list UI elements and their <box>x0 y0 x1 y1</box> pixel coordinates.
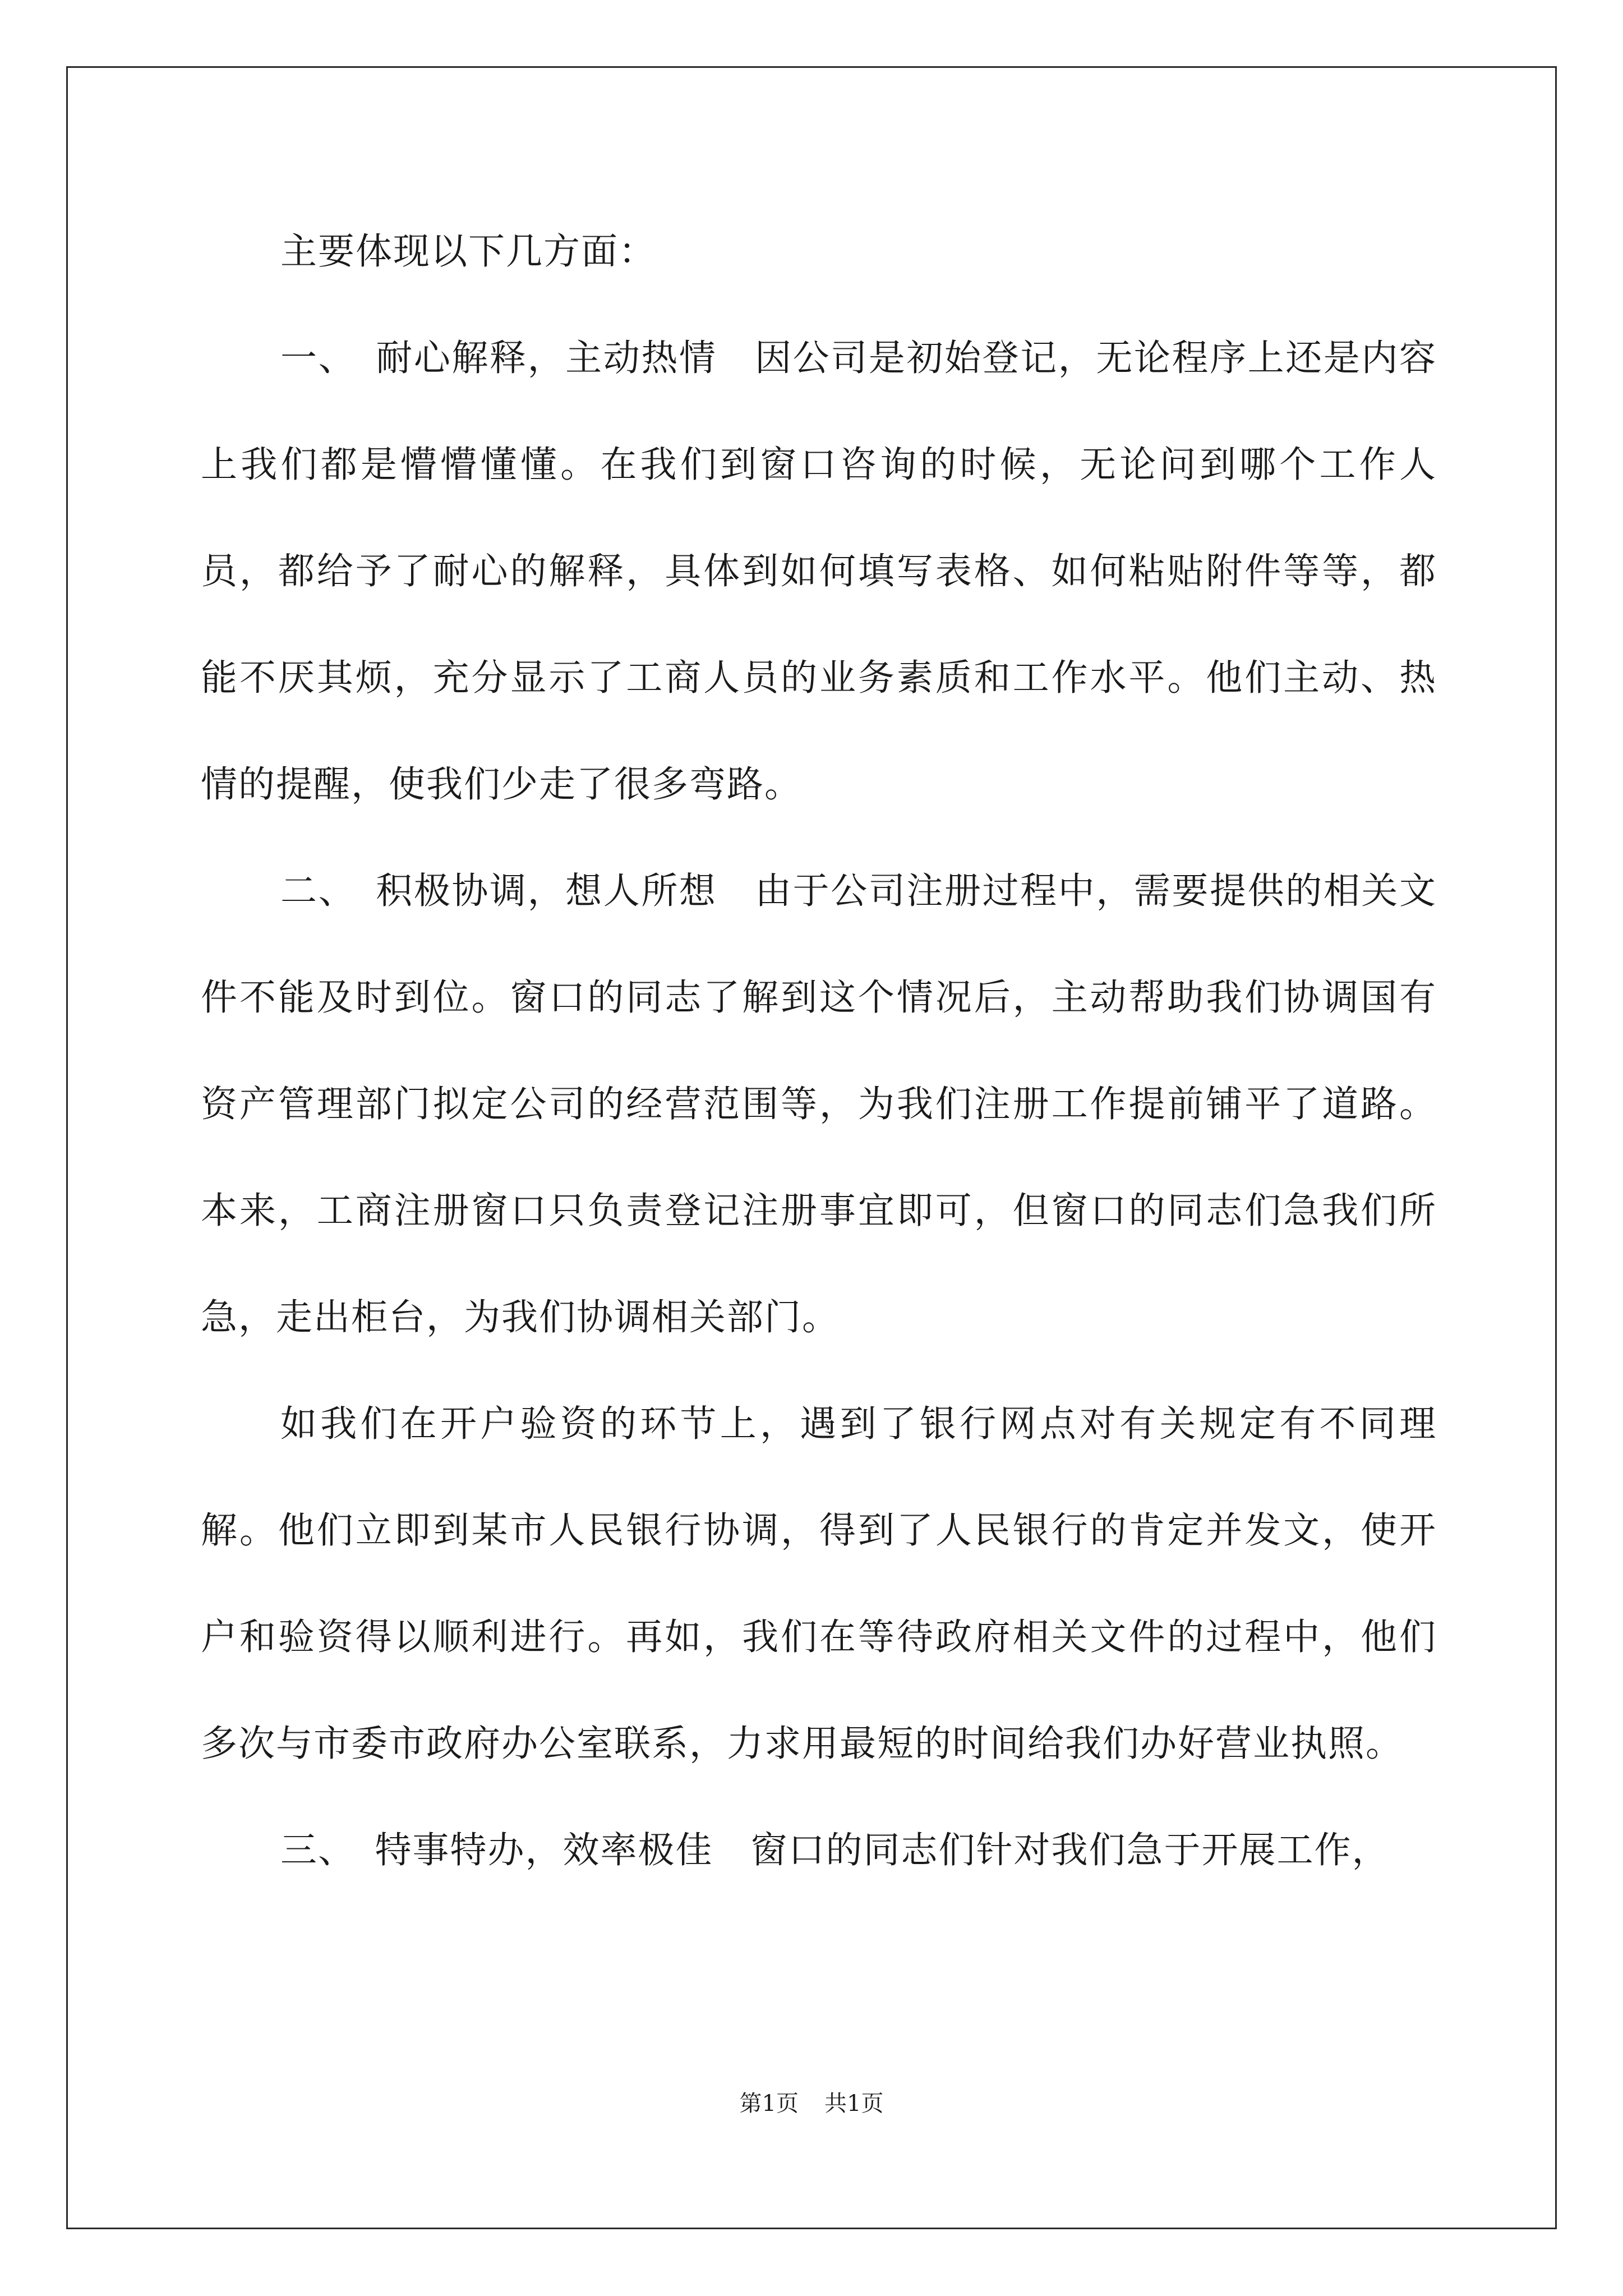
paragraph-section-2: 二、 积极协调，想人所想 由于公司注册过程中，需要提供的相关文件不能及时到位。窗口的同志了解到这个情况后，主动帮助我们协调国有资产管理部门拟定公司的经营范围等，为我们注册工作提前铺平了道路。 本来，工商注册窗口只负责登记注册事宜即可，但窗口的同志们急我们所急，走出柜台，为我们协调相关部门。 <box>201 870 1437 1338</box>
paragraph-intro: 主要体现以下几方面： <box>280 231 657 273</box>
paragraph-section-3: 三、 特事特办，效率极佳 窗口的同志们针对我们急于开展工作， <box>280 1829 1390 1871</box>
page-footer <box>0 2087 1623 2120</box>
paragraph-example: 如我们在开户验资的环节上，遇到了银行网点对有关规定有不同理解。他们立即到某市人民银行协调，得到了人民银行的肯定并发文，使开户和验资得以顺利进行。再如，我们在等待政府相关文件的过程中，他们多次与市委市政府办公室联系，力求用最短的时间给我们办好营业执照。 <box>201 1403 1437 1765</box>
page-number-current: 第1页 <box>739 2091 799 2116</box>
page-number-total: 共1页 <box>824 2091 884 2116</box>
paragraph-section-1: 一、 耐心解释，主动热情 因公司是初始登记，无论程序上还是内容上我们都是懵懵懂懂。在我们到窗口咨询的时候，无论问到哪个工作人员，都给予了耐心的解释，具体到如何填写表格、如何粘贴附件等等，都能不厌其烦，充分显示了工商人员的业务素质和工作水平。他们主动、热情的提醒，使我们少走了很多弯路。 <box>201 337 1437 806</box>
document-body <box>201 199 1437 1904</box>
